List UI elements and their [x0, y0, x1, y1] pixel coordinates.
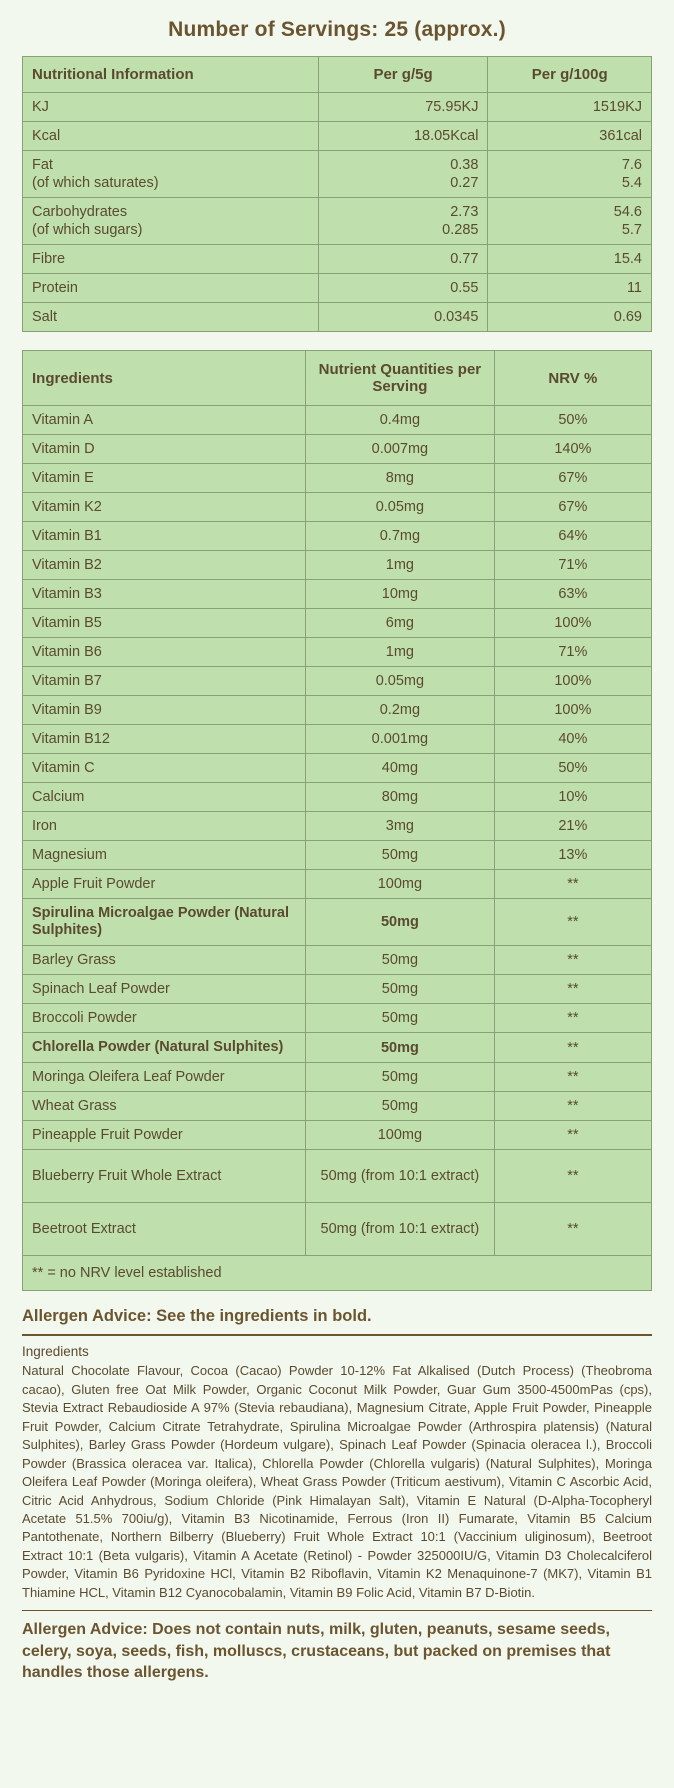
ingredient-quantity: 8mg — [306, 464, 495, 493]
ingredient-nrv: 100% — [494, 696, 651, 725]
nutrient-per-100g: 1519KJ — [488, 93, 652, 122]
ingredient-quantity: 50mg — [306, 899, 495, 946]
page-title: Number of Servings: 25 (approx.) — [168, 18, 506, 41]
ingredient-name: Vitamin B7 — [23, 667, 306, 696]
ingredient-quantity: 80mg — [306, 783, 495, 812]
nutrient-label: Kcal — [23, 122, 319, 151]
ingredient-nrv: 50% — [494, 754, 651, 783]
ingredient-name: Broccoli Powder — [23, 1004, 306, 1033]
table-row — [23, 464, 652, 493]
nutrient-label: (of which sugars) — [23, 221, 319, 245]
ingredients-section-body: Natural Chocolate Flavour, Cocoa (Cacao) Powder 10-12% Fat Alkalised (Dutch Process) (Theobroma cacao), Gluten free Oat Milk Powder, Organic Coconut Milk Powder, Guar Gum 3500-4500mPas (cps), Stevia Extract Rebaudioside A 97% (Stevia rebaudiana), Magnesium Citrate, Apple Fruit Powder, Pineapple Fruit Powder, Calcium Citrate Tetrahydrate, Spirulina Microalgae Powder (Arthrospira platensis) (Natural Sulphites), Barley Grass Powder (Hordeum vulgare), Spinach Leaf Powder (Spinacia oleracea l.), Broccoli Powder (Brassica oleracea var. Italica), Chlorella Powder (Chlorella vulgaris) (Natural Sulphites), Moringa Oleifera Leaf Powder (Moringa oleifera), Wheat Grass Powder (Triticum aestivum), Vitamin C Ascorbic Acid, Citric Acid Anhydrous, Sodium Chloride (Pink Himalayan Salt), Vitamin E Natural (D-Alpha-Tocopheryl Acetate 51.5% 700iu/g), Vitamin B3 Nicotinamide, Ferrous (Iron II) Fumarate, Vitamin B5 Calcium Pantothenate, Northern Bilberry (Blueberry) Fruit Whole Extract 10:1 (Vaccinium uliginosum), Beetroot Extract 10:1 (Beta vulgaris), Vitamin A Acetate (Retinol) - Powder 325000IU/G, Vitamin D3 Cholecalciferol Powder, Vitamin B6 Pyridoxine HCl, Vitamin B2 Riboflavin, Vitamin K2 Menaquinone-7 (MK7), Vitamin B1 Thiamine HCL, Vitamin B12 Cyanocobalamin, Vitamin B9 Folic Acid, Vitamin B7 D-Biotin. — [22, 1363, 652, 1600]
ingredient-nrv: ** — [494, 1121, 651, 1150]
ingredient-quantity: 50mg — [306, 1092, 495, 1121]
table-row — [23, 870, 652, 899]
table-row — [23, 122, 652, 151]
nutrient-label: Protein — [23, 274, 319, 303]
table-row — [23, 1150, 652, 1203]
nutrient-per-serving: 0.55 — [318, 274, 488, 303]
ingredient-quantity: 10mg — [306, 580, 495, 609]
ingredient-quantity: 0.2mg — [306, 696, 495, 725]
ingredient-nrv: ** — [494, 1203, 651, 1256]
table-row — [23, 638, 652, 667]
ingredient-nrv: ** — [494, 946, 651, 975]
ingredient-quantity: 0.001mg — [306, 725, 495, 754]
ingredient-nrv: 63% — [494, 580, 651, 609]
ingredient-nrv: ** — [494, 1033, 651, 1063]
ingredient-nrv: 140% — [494, 435, 651, 464]
ingredient-name: Wheat Grass — [23, 1092, 306, 1121]
nutrient-per-serving: 75.95KJ — [318, 93, 488, 122]
table-row — [23, 1063, 652, 1092]
nutrient-per-100g: 5.7 — [488, 221, 652, 245]
ingredient-quantity: 50mg — [306, 975, 495, 1004]
table-row — [23, 754, 652, 783]
divider-bottom — [22, 1610, 652, 1611]
ingredient-quantity: 0.007mg — [306, 435, 495, 464]
ingredient-quantity: 50mg — [306, 1004, 495, 1033]
column-header-nutrient-quantities: Nutrient Quantities per Serving — [306, 351, 495, 406]
ingredient-nrv: 67% — [494, 493, 651, 522]
ingredient-nrv: 50% — [494, 406, 651, 435]
table-row — [23, 151, 652, 175]
nutrient-per-100g: 5.4 — [488, 174, 652, 198]
nutrient-per-100g: 7.6 — [488, 151, 652, 175]
nutrient-per-100g: 0.69 — [488, 303, 652, 332]
ingredient-name: Vitamin B3 — [23, 580, 306, 609]
ingredient-quantity: 100mg — [306, 1121, 495, 1150]
divider-top — [22, 1334, 652, 1336]
nutrient-label: KJ — [23, 93, 319, 122]
table-row — [23, 274, 652, 303]
ingredient-quantity: 6mg — [306, 609, 495, 638]
ingredient-nrv: 13% — [494, 841, 651, 870]
ingredient-name: Magnesium — [23, 841, 306, 870]
ingredient-nrv: 100% — [494, 667, 651, 696]
ingredient-nrv: ** — [494, 1063, 651, 1092]
ingredient-nrv: 100% — [494, 609, 651, 638]
nutrient-per-100g: 15.4 — [488, 245, 652, 274]
ingredient-name: Vitamin B2 — [23, 551, 306, 580]
ingredient-name: Vitamin B1 — [23, 522, 306, 551]
nutrient-per-serving: 0.27 — [318, 174, 488, 198]
table-row — [23, 1121, 652, 1150]
ingredient-name: Vitamin C — [23, 754, 306, 783]
ingredient-name: Vitamin K2 — [23, 493, 306, 522]
ingredient-nrv: ** — [494, 870, 651, 899]
table-header-row — [23, 351, 652, 406]
ingredient-quantity: 0.05mg — [306, 667, 495, 696]
ingredient-quantity: 50mg — [306, 946, 495, 975]
ingredient-quantity: 0.7mg — [306, 522, 495, 551]
ingredient-name: Vitamin D — [23, 435, 306, 464]
ingredient-name: Iron — [23, 812, 306, 841]
ingredient-name: Calcium — [23, 783, 306, 812]
ingredient-name: Spirulina Microalgae Powder (Natural Sulphites) — [23, 899, 306, 946]
table-row — [23, 221, 652, 245]
ingredients-nrv-table-body — [23, 406, 652, 1291]
table-row — [23, 783, 652, 812]
nutrient-per-serving: 18.05Kcal — [318, 122, 488, 151]
ingredient-name: Apple Fruit Powder — [23, 870, 306, 899]
nrv-footnote: ** = no NRV level established — [23, 1256, 652, 1291]
table-row — [23, 696, 652, 725]
ingredient-quantity: 1mg — [306, 638, 495, 667]
table-row — [23, 609, 652, 638]
ingredient-name: Vitamin B9 — [23, 696, 306, 725]
ingredient-name: Blueberry Fruit Whole Extract — [23, 1150, 306, 1203]
table-row — [23, 435, 652, 464]
ingredient-quantity: 50mg — [306, 1063, 495, 1092]
table-header-row — [23, 57, 652, 93]
table-row — [23, 551, 652, 580]
nutrient-per-serving: 0.285 — [318, 221, 488, 245]
nutrient-label: Carbohydrates — [23, 198, 319, 222]
table-row — [23, 1092, 652, 1121]
ingredient-nrv: ** — [494, 1092, 651, 1121]
table-row — [23, 1004, 652, 1033]
ingredient-quantity: 100mg — [306, 870, 495, 899]
table-row — [23, 522, 652, 551]
table-row — [23, 725, 652, 754]
ingredient-quantity: 1mg — [306, 551, 495, 580]
ingredient-name: Vitamin B6 — [23, 638, 306, 667]
ingredient-name: Vitamin B5 — [23, 609, 306, 638]
table-row — [23, 580, 652, 609]
ingredients-nrv-table — [22, 350, 652, 1291]
nutrient-per-100g: 54.6 — [488, 198, 652, 222]
ingredient-nrv: 64% — [494, 522, 651, 551]
nutrition-table — [22, 56, 652, 332]
table-row — [23, 198, 652, 222]
ingredient-nrv: 40% — [494, 725, 651, 754]
ingredient-quantity: 50mg — [306, 1033, 495, 1063]
ingredient-name: Barley Grass — [23, 946, 306, 975]
nutrient-label: (of which saturates) — [23, 174, 319, 198]
column-header-nrv: NRV % — [494, 351, 651, 406]
column-header-per-100g: Per g/100g — [488, 57, 652, 93]
ingredients-section-title: Ingredients — [22, 1344, 89, 1360]
ingredient-name: Vitamin E — [23, 464, 306, 493]
nutrient-label: Fat — [23, 151, 319, 175]
ingredient-name: Chlorella Powder (Natural Sulphites) — [23, 1033, 306, 1063]
allergen-advice-heading: Allergen Advice: See the ingredients in bold. — [22, 1307, 372, 1326]
nutrient-per-serving: 0.77 — [318, 245, 488, 274]
table-row — [23, 406, 652, 435]
table-row — [23, 1033, 652, 1063]
ingredient-name: Pineapple Fruit Powder — [23, 1121, 306, 1150]
ingredient-quantity: 0.05mg — [306, 493, 495, 522]
table-row — [23, 975, 652, 1004]
allergen-note: Allergen Advice: Does not contain nuts, milk, gluten, peanuts, sesame seeds, celery, soya, seeds, fish, molluscs, crustaceans, but packed on premises that handles those allergens. — [22, 1621, 611, 1682]
table-row — [23, 93, 652, 122]
ingredient-nrv: 71% — [494, 638, 651, 667]
table-row — [23, 493, 652, 522]
column-header-nutritional-information: Nutritional Information — [23, 57, 319, 93]
ingredient-quantity: 50mg — [306, 841, 495, 870]
table-row — [23, 812, 652, 841]
ingredient-quantity: 0.4mg — [306, 406, 495, 435]
ingredient-quantity: 50mg (from 10:1 extract) — [306, 1150, 495, 1203]
table-row — [23, 667, 652, 696]
ingredient-name: Vitamin B12 — [23, 725, 306, 754]
table-row — [23, 946, 652, 975]
nutrient-per-serving: 0.0345 — [318, 303, 488, 332]
table-row — [23, 899, 652, 946]
ingredient-quantity: 50mg (from 10:1 extract) — [306, 1203, 495, 1256]
ingredient-nrv: 67% — [494, 464, 651, 493]
nutrition-table-body — [23, 93, 652, 332]
table-row — [23, 174, 652, 198]
ingredient-quantity: 40mg — [306, 754, 495, 783]
ingredient-quantity: 3mg — [306, 812, 495, 841]
table-footnote-row — [23, 1256, 652, 1291]
nutrient-per-100g: 361cal — [488, 122, 652, 151]
table-row — [23, 841, 652, 870]
ingredient-name: Spinach Leaf Powder — [23, 975, 306, 1004]
ingredient-nrv: ** — [494, 899, 651, 946]
ingredient-nrv: ** — [494, 1004, 651, 1033]
ingredient-name: Vitamin A — [23, 406, 306, 435]
ingredient-nrv: ** — [494, 1150, 651, 1203]
ingredient-nrv: 71% — [494, 551, 651, 580]
nutrient-per-serving: 2.73 — [318, 198, 488, 222]
nutrient-label: Salt — [23, 303, 319, 332]
table-row — [23, 303, 652, 332]
nutrient-per-serving: 0.38 — [318, 151, 488, 175]
ingredient-name: Moringa Oleifera Leaf Powder — [23, 1063, 306, 1092]
ingredient-nrv: 21% — [494, 812, 651, 841]
table-row — [23, 245, 652, 274]
nutrient-per-100g: 11 — [488, 274, 652, 303]
ingredient-nrv: 10% — [494, 783, 651, 812]
ingredient-nrv: ** — [494, 975, 651, 1004]
ingredient-name: Beetroot Extract — [23, 1203, 306, 1256]
column-header-ingredients: Ingredients — [23, 351, 306, 406]
table-row — [23, 1203, 652, 1256]
column-header-per-serving: Per g/5g — [318, 57, 488, 93]
nutrient-label: Fibre — [23, 245, 319, 274]
